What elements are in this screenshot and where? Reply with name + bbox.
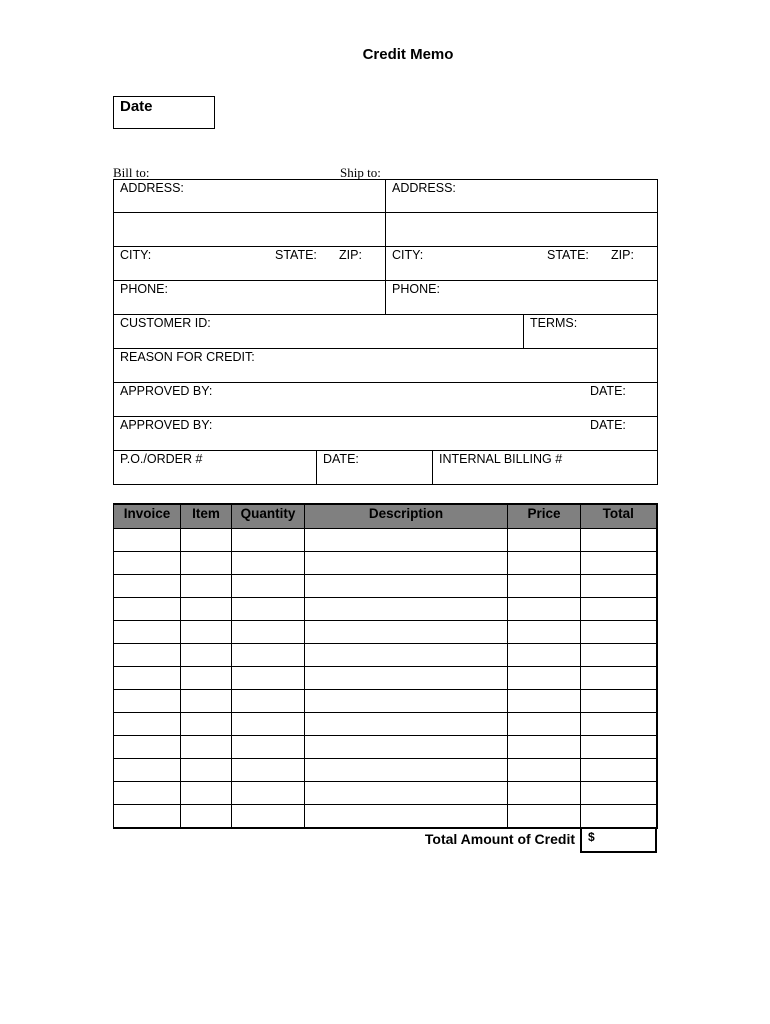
bill-phone-label: PHONE: [120,282,168,296]
ship-zip-label: ZIP: [611,248,634,262]
cell-description[interactable] [305,552,508,575]
cell-price[interactable] [508,667,581,690]
cell-price[interactable] [508,529,581,552]
customer-id-field[interactable] [114,315,523,348]
terms-label: TERMS: [530,316,578,330]
cell-total[interactable] [581,690,657,713]
table-row [114,644,657,667]
bill-to-label: Bill to: [113,165,150,180]
cell-invoice[interactable] [114,690,181,713]
bill-city-state-zip-field[interactable] [114,247,385,280]
terms-field[interactable] [523,315,657,348]
cell-total[interactable] [581,805,657,829]
customer-terms-row [113,315,658,349]
cell-quantity[interactable] [232,598,305,621]
po-order-label: P.O./ORDER # [120,452,203,466]
cell-price[interactable] [508,575,581,598]
ship-address-label: ADDRESS: [392,181,456,195]
cell-description[interactable] [305,575,508,598]
table-row [114,667,657,690]
cell-description[interactable] [305,782,508,805]
cell-description[interactable] [305,805,508,829]
bill-zip-label: ZIP: [339,248,362,262]
cell-item[interactable] [181,644,232,667]
total-amount-field[interactable] [580,829,657,853]
ship-phone-label: PHONE: [392,282,440,296]
phone-row [113,281,658,315]
address-line2-row [113,213,658,247]
cell-item[interactable] [181,690,232,713]
cell-description[interactable] [305,621,508,644]
date-box[interactable] [113,96,215,129]
cell-price[interactable] [508,552,581,575]
cell-description[interactable] [305,690,508,713]
table-row [114,598,657,621]
column-header-price: Price [508,504,581,529]
customer-info-form [113,179,658,485]
approved-row-1 [113,383,658,417]
bill-address-field[interactable] [114,180,385,212]
column-header-description: Description [305,504,508,529]
ship-city-label: CITY: [392,248,424,262]
cell-price[interactable] [508,598,581,621]
cell-quantity[interactable] [232,805,305,829]
cell-description[interactable] [305,644,508,667]
cell-price[interactable] [508,759,581,782]
cell-quantity[interactable] [232,690,305,713]
cell-description[interactable] [305,713,508,736]
table-row [114,552,657,575]
table-header-row [114,504,657,529]
bill-address-label: ADDRESS: [120,181,184,195]
bill-city-label: CITY: [120,248,152,262]
column-header-item: Item [181,504,232,529]
page-title: Credit Memo [362,46,454,63]
cell-invoice[interactable] [114,529,181,552]
cell-item[interactable] [181,552,232,575]
approved-by-field-2[interactable] [114,417,657,450]
cell-total[interactable] [581,713,657,736]
po-date-label: DATE: [323,452,359,466]
cell-description[interactable] [305,598,508,621]
reason-for-credit-field[interactable] [114,349,657,382]
column-header-quantity: Quantity [232,504,305,529]
cell-price[interactable] [508,644,581,667]
table-row [114,690,657,713]
customer-id-label: CUSTOMER ID: [120,316,211,330]
cell-item[interactable] [181,805,232,829]
address-row [113,179,658,213]
cell-price[interactable] [508,805,581,829]
cell-total[interactable] [581,736,657,759]
table-row [114,759,657,782]
cell-quantity[interactable] [232,782,305,805]
cell-invoice[interactable] [114,552,181,575]
cell-invoice[interactable] [114,782,181,805]
cell-item[interactable] [181,782,232,805]
ship-to-label: Ship to: [340,165,381,180]
cell-quantity[interactable] [232,644,305,667]
internal-billing-field[interactable] [432,451,657,484]
cell-item[interactable] [181,621,232,644]
cell-quantity[interactable] [232,575,305,598]
cell-invoice[interactable] [114,805,181,829]
cell-item[interactable] [181,575,232,598]
cell-quantity[interactable] [232,529,305,552]
po-date-field[interactable] [316,451,432,484]
cell-invoice[interactable] [114,713,181,736]
bill-state-label: STATE: [275,248,317,262]
line-items-table [113,503,658,829]
cell-description[interactable] [305,667,508,690]
cell-invoice[interactable] [114,621,181,644]
cell-total[interactable] [581,575,657,598]
approved-by-label-1: APPROVED BY: [120,384,213,398]
ship-city-state-zip-field[interactable] [385,247,657,280]
cell-invoice[interactable] [114,759,181,782]
cell-invoice[interactable] [114,667,181,690]
ship-phone-field[interactable] [385,281,657,314]
cell-quantity[interactable] [232,736,305,759]
cell-quantity[interactable] [232,759,305,782]
cell-item[interactable] [181,529,232,552]
cell-description[interactable] [305,529,508,552]
cell-item[interactable] [181,713,232,736]
cell-quantity[interactable] [232,552,305,575]
approved-date-label-1: DATE: [590,384,626,398]
cell-total[interactable] [581,598,657,621]
cell-quantity[interactable] [232,713,305,736]
cell-total[interactable] [581,667,657,690]
cell-item[interactable] [181,598,232,621]
approved-by-field-1[interactable] [114,383,657,416]
cell-item[interactable] [181,667,232,690]
table-row [114,713,657,736]
cell-invoice[interactable] [114,736,181,759]
date-label: Date [120,98,153,115]
reason-row [113,349,658,383]
total-amount-label: Total Amount of Credit [424,831,575,847]
po-row [113,451,658,485]
ship-address-field[interactable] [385,180,657,212]
table-row [114,736,657,759]
cell-total[interactable] [581,644,657,667]
column-header-invoice: Invoice [114,504,181,529]
approved-by-label-2: APPROVED BY: [120,418,213,432]
table-row [114,529,657,552]
approved-date-label-2: DATE: [590,418,626,432]
po-order-field[interactable] [114,451,316,484]
city-state-zip-row [113,247,658,281]
cell-price[interactable] [508,782,581,805]
cell-invoice[interactable] [114,644,181,667]
ship-address-line2-field[interactable] [385,213,657,246]
cell-price[interactable] [508,621,581,644]
cell-item[interactable] [181,759,232,782]
cell-price[interactable] [508,690,581,713]
table-row [114,805,657,829]
cell-total[interactable] [581,621,657,644]
cell-item[interactable] [181,736,232,759]
cell-invoice[interactable] [114,575,181,598]
cell-quantity[interactable] [232,621,305,644]
cell-price[interactable] [508,713,581,736]
table-row [114,782,657,805]
cell-total[interactable] [581,782,657,805]
cell-description[interactable] [305,759,508,782]
cell-total[interactable] [581,759,657,782]
column-header-total: Total [581,504,657,529]
cell-invoice[interactable] [114,598,181,621]
table-row [114,621,657,644]
reason-for-credit-label: REASON FOR CREDIT: [120,350,255,364]
table-row [114,575,657,598]
bill-address-line2-field[interactable] [114,213,385,246]
cell-quantity[interactable] [232,667,305,690]
internal-billing-label: INTERNAL BILLING # [439,452,563,466]
approved-row-2 [113,417,658,451]
cell-total[interactable] [581,552,657,575]
cell-total[interactable] [581,529,657,552]
ship-state-label: STATE: [547,248,589,262]
currency-symbol: $ [588,830,595,844]
bill-phone-field[interactable] [114,281,385,314]
cell-price[interactable] [508,736,581,759]
cell-description[interactable] [305,736,508,759]
